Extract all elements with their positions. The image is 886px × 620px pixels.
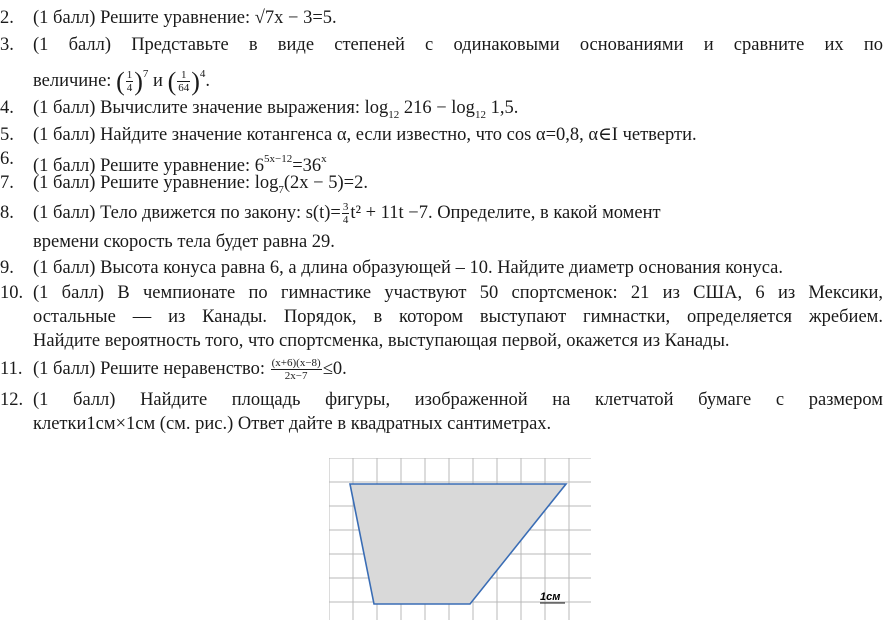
problem-text: (1 балл) Решите уравнение: $\log_7(2x - 5)=2$. xyxy=(33,173,368,196)
problem-text: (1 балл) В чемпионате по гимнастике участвуют 50 спортсменок: 21 из США, 6 из Мексики, xyxy=(33,283,883,303)
problem-text: (1 балл) Решите неравенство: $\frac{(x+6)(x-8)}{2x-7}$ ≤0. xyxy=(33,357,347,383)
problem-number: 6. xyxy=(0,149,14,169)
problem-number: 2. xyxy=(0,8,14,28)
problem-text: (1 балл) Представьте в виде степеней с одинаковыми основаниями и сравните их по xyxy=(33,35,883,55)
exponent: 7 xyxy=(142,68,149,80)
problem-text: (1 балл) Тело движется по закону: s(t)= $\frac{3}{4}$ t² + 11t −7. Определите, в какой момент xyxy=(33,201,661,227)
problem-text: (1 балл) Решите уравнение: √7x − 3=5. xyxy=(33,8,337,28)
problem-number: 8. xyxy=(0,203,14,223)
problem-number: 11. xyxy=(0,359,23,379)
problem-10-line2: остальные — из Канады. Порядок, в котором выступают гимнастки, определяется жребием. xyxy=(33,307,883,327)
fraction: $\frac{1}{64}$ xyxy=(178,69,190,95)
exponent: 4 xyxy=(199,68,206,80)
scale-label: 1см xyxy=(540,591,561,603)
fraction: $\frac{1}{4}$ xyxy=(126,69,133,95)
trapezoid-shape xyxy=(350,484,566,604)
problem-10-line3: Найдите вероятность того, что спортсменка, выступающая первой, окажется из Канады. xyxy=(33,331,730,351)
problem-number: 10. xyxy=(0,283,24,303)
problem-12-line2: клетки1см×1см (см. рис.) Ответ дайте в квадратных сантиметрах. xyxy=(33,414,552,434)
grid-figure xyxy=(329,458,591,620)
problem-text: (1 балл) Высота конуса равна 6, а длина образующей – 10. Найдите диаметр основания конуса. xyxy=(33,258,783,278)
problem-text: величине: xyxy=(33,71,112,91)
problem-text: (1 балл) Вычислите значение выражения: $\log_{12} 216 - \log_{12} 1,5$. xyxy=(33,98,519,121)
problem-number: 9. xyxy=(0,258,14,278)
problem-number: 3. xyxy=(0,35,14,55)
conjunction: и xyxy=(153,71,163,91)
problem-number: 12. xyxy=(0,390,24,410)
problem-text: (1 балл) Решите уравнение: $6^{5x-12}=36^x$ xyxy=(33,153,327,176)
problem-8-line2: времени скорость тела будет равна 29. xyxy=(33,232,335,252)
problem-text: (1 балл) Найдите площадь фигуры, изображенной на клетчатой бумаге с размером xyxy=(33,390,883,410)
problem-3-line2: величине: ( $\frac{1}{4}$ )$^7$ и ( $\frac{1}{64}$ )$^4$. xyxy=(33,66,211,96)
problem-text: (1 балл) Найдите значение котангенса α, если известно, что cos α=0,8, α∈I четверти. xyxy=(33,125,697,145)
problem-number: 5. xyxy=(0,125,14,145)
problem-number: 4. xyxy=(0,98,14,118)
problem-number: 7. xyxy=(0,173,14,193)
